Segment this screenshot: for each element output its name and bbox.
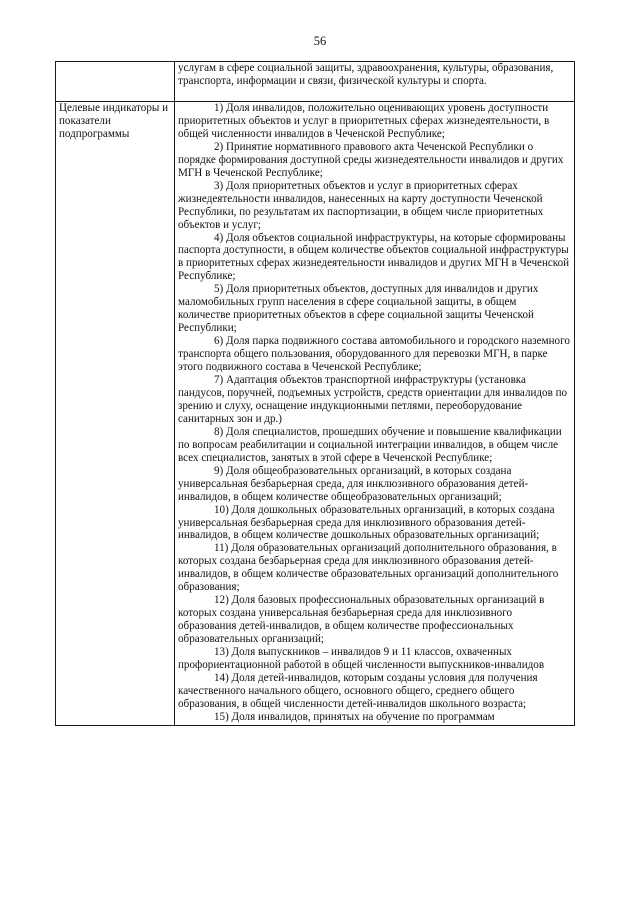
indicator-item: 7) Адаптация объектов транспортной инфраструктуры (установка пандусов, поручней, подъемных устройств, средств ориентации для инвалидов по зрению и слуху, оснащение индукционными петлями, переоборудование санитарных зон и др.)	[178, 374, 568, 425]
page-number: 56	[313, 34, 327, 48]
indicator-item: 4) Доля объектов социальной инфраструктуры, на которые сформированы паспорта доступности, в общем количестве объектов социальной инфраструктуры в приоритетных сферах жизнедеятельности инвалидов и других МГН в Чеченской Республике;	[178, 231, 570, 283]
indicator-item: 13) Доля выпускников – инвалидов 9 и 11 классов, охваченных профориентационной работой в общей численности выпускников-инвалидов	[178, 646, 545, 671]
indicator-item: 3) Доля приоритетных объектов и услуг в приоритетных сферах жизнедеятельности инвалидов, нанесенных на карту доступности Чеченской Республики, по результатам их паспортизации, в общем числе приоритетных объектов и услуг;	[178, 179, 544, 231]
table-row	[56, 62, 575, 102]
indicator-item: 6) Доля парка подвижного состава автомобильного и городского наземного транспорта общего пользования, оборудованного для перевозки МГН, в парке этого подвижного состава в Чеченской Республике;	[178, 335, 570, 374]
table-row-content	[175, 62, 575, 102]
indicator-item: 9) Доля общеобразовательных организаций, в которых создана универсальная безбарьерная среда, для инклюзивного образования детей-инвалидов, в общем количестве общеобразовательных организаций;	[178, 464, 529, 503]
indicator-item: 14) Доля детей-инвалидов, которым созданы условия для получения качественного начального общего, основного общего, среднего общего образования, в общей численности детей-инвалидов школьного возраста;	[178, 671, 538, 710]
indicator-item: 12) Доля базовых профессиональных образовательных организаций в которых создана универсальная безбарьерная среда для инклюзивного образования детей-инвалидов, в общем количестве профессиональных образовательных организаций;	[178, 594, 545, 646]
table-row	[56, 102, 575, 726]
table-row-label	[56, 62, 175, 102]
indicator-item: 2) Принятие нормативного правового акта Чеченской Республики о порядке формирования доступной среды жизнедеятельности инвалидов и других МГН в Чеченской Республике;	[178, 140, 564, 179]
indicator-item: 15) Доля инвалидов, принятых на обучение по программам	[214, 710, 495, 723]
indicator-item: 5) Доля приоритетных объектов, доступных для инвалидов и других маломобильных групп населения в сфере социальной защиты, в общем количестве приоритетных объектов в сфере социальной защиты Чеченской Республики;	[178, 283, 539, 335]
indicator-item: 8) Доля специалистов, прошедших обучение и повышение квалификации по вопросам реабилитации и социальной интеграции инвалидов, в общем числе всех специалистов, занятых в этой сфере в Чеченской Республике;	[178, 425, 562, 464]
subprogram-table	[55, 61, 575, 726]
indicator-item: 10) Доля дошкольных образовательных организаций, в которых создана универсальная безбарьерная среда для инклюзивного образования детей-инвалидов, в общем количестве дошкольных образовательных организаций;	[178, 503, 555, 542]
table-row-content	[175, 102, 575, 726]
paragraph: услугам в сфере социальной защиты, здравоохранения, культуры, образования, транспорта, информации и связи, физической культуры и спорта.	[178, 62, 554, 87]
indicator-item: 1) Доля инвалидов, положительно оценивающих уровень доступности приоритетных объектов и услуг в приоритетных сферах жизнедеятельности, в общей численности инвалидов в Чеченской Республике;	[178, 102, 550, 140]
table-row-label: Целевые индикаторы и показатели подпрограммы	[56, 102, 175, 726]
indicator-item: 11) Доля образовательных организаций дополнительного образования, в которых создана безбарьерная среда для инклюзивного образования детей-инвалидов, в общем количестве образовательных организаций дополнительного образования;	[178, 542, 559, 594]
